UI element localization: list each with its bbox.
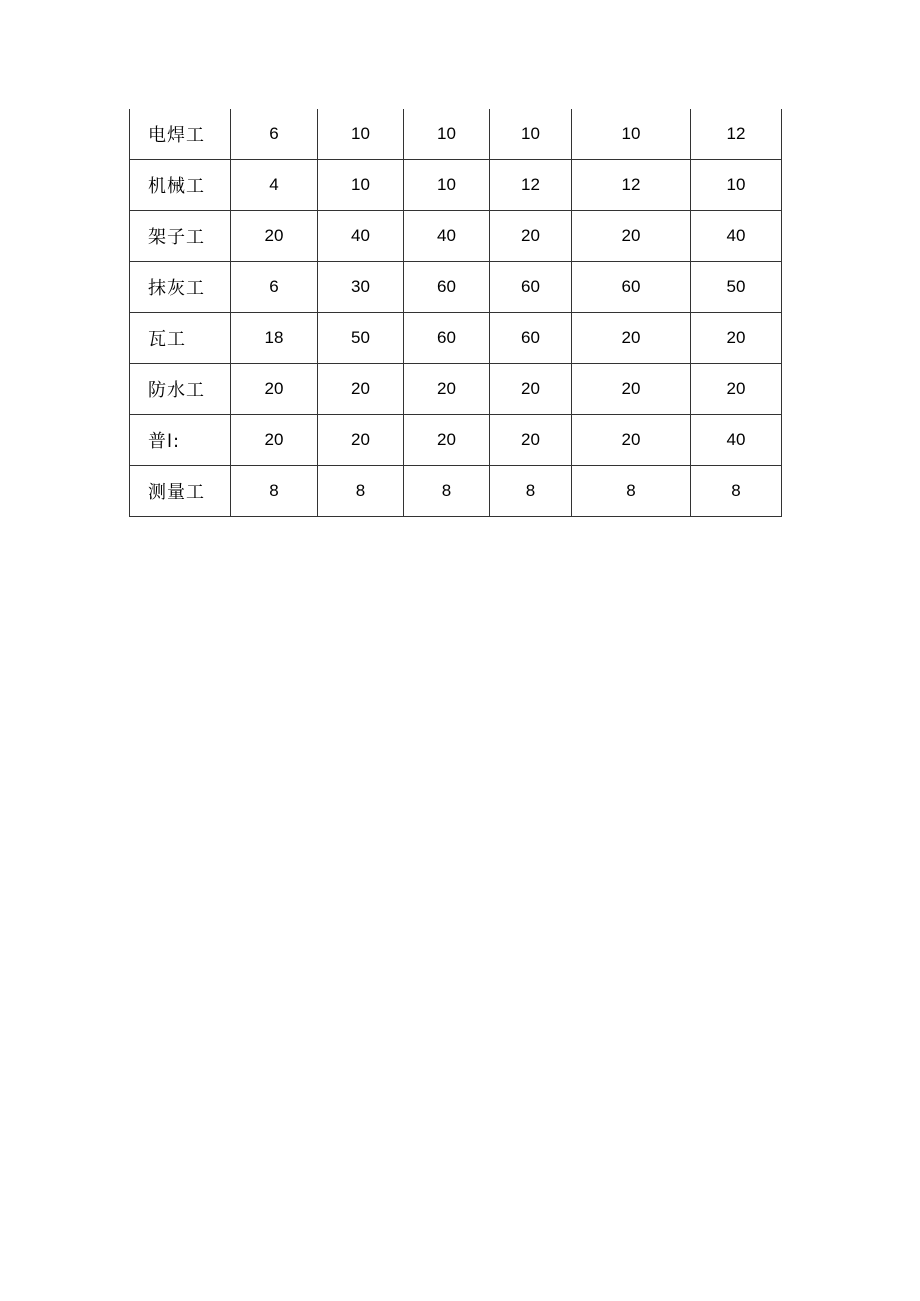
table-row [130, 109, 782, 160]
value-cell: 18 [231, 313, 318, 364]
table-row [130, 262, 782, 313]
value-cell: 10 [572, 109, 691, 160]
value-cell: 8 [231, 466, 318, 517]
table-row [130, 313, 782, 364]
table-row [130, 364, 782, 415]
worker-type-cell: 架子工 [130, 211, 231, 262]
value-cell: 40 [691, 415, 782, 466]
value-cell: 20 [490, 211, 572, 262]
value-cell: 40 [318, 211, 404, 262]
value-cell: 20 [318, 415, 404, 466]
worker-type-cell: 机械工 [130, 160, 231, 211]
value-cell: 20 [231, 211, 318, 262]
table-row [130, 211, 782, 262]
value-cell: 20 [490, 364, 572, 415]
value-cell: 10 [490, 109, 572, 160]
value-cell: 20 [691, 313, 782, 364]
value-cell: 20 [318, 364, 404, 415]
value-cell: 8 [572, 466, 691, 517]
value-cell: 6 [231, 109, 318, 160]
value-cell: 8 [404, 466, 490, 517]
value-cell: 20 [572, 313, 691, 364]
table-row [130, 466, 782, 517]
value-cell: 40 [691, 211, 782, 262]
value-cell: 10 [691, 160, 782, 211]
value-cell: 50 [318, 313, 404, 364]
value-cell: 10 [404, 160, 490, 211]
value-cell: 20 [490, 415, 572, 466]
value-cell: 30 [318, 262, 404, 313]
value-cell: 10 [318, 109, 404, 160]
value-cell: 20 [572, 415, 691, 466]
worker-type-cell: 抹灰工 [130, 262, 231, 313]
value-cell: 8 [691, 466, 782, 517]
value-cell: 20 [691, 364, 782, 415]
value-cell: 20 [572, 364, 691, 415]
value-cell: 60 [572, 262, 691, 313]
labor-table-body [130, 109, 782, 517]
value-cell: 20 [231, 415, 318, 466]
value-cell: 12 [572, 160, 691, 211]
value-cell: 8 [490, 466, 572, 517]
table-row [130, 160, 782, 211]
value-cell: 20 [572, 211, 691, 262]
value-cell: 60 [490, 313, 572, 364]
value-cell: 12 [691, 109, 782, 160]
labor-table [129, 109, 782, 517]
value-cell: 4 [231, 160, 318, 211]
value-cell: 8 [318, 466, 404, 517]
value-cell: 6 [231, 262, 318, 313]
value-cell: 10 [318, 160, 404, 211]
value-cell: 60 [404, 313, 490, 364]
value-cell: 40 [404, 211, 490, 262]
worker-type-cell: 测量工 [130, 466, 231, 517]
value-cell: 12 [490, 160, 572, 211]
table-row [130, 415, 782, 466]
worker-type-cell: 电焊工 [130, 109, 231, 160]
value-cell: 20 [404, 364, 490, 415]
worker-type-cell: 瓦工 [130, 313, 231, 364]
value-cell: 20 [231, 364, 318, 415]
value-cell: 50 [691, 262, 782, 313]
worker-type-cell: 普l: [130, 415, 231, 466]
value-cell: 60 [490, 262, 572, 313]
worker-type-cell: 防水工 [130, 364, 231, 415]
value-cell: 10 [404, 109, 490, 160]
value-cell: 20 [404, 415, 490, 466]
value-cell: 60 [404, 262, 490, 313]
